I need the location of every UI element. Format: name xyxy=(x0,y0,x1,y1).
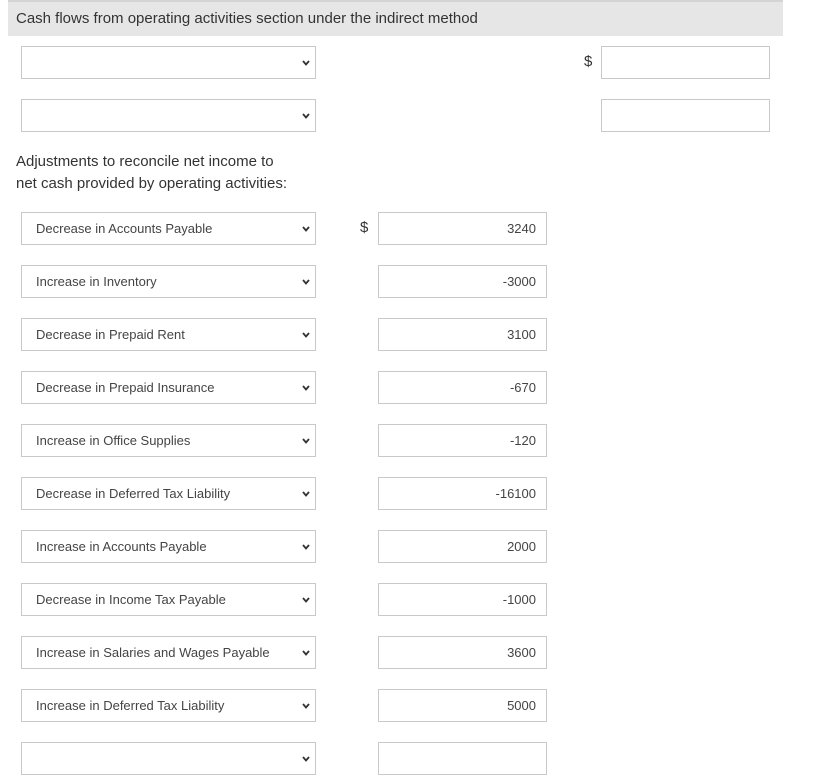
adjustment-amount-input[interactable] xyxy=(378,583,547,616)
adjustment-select[interactable] xyxy=(21,689,316,722)
adjustment-select[interactable] xyxy=(21,371,316,404)
currency-symbol: $ xyxy=(584,53,593,70)
adjustment-amount-value: -3000 xyxy=(502,274,536,289)
top-amount-1[interactable] xyxy=(601,46,770,79)
adjustment-amount-input[interactable] xyxy=(378,424,547,457)
chevron-down-icon xyxy=(301,754,311,764)
adjustment-select-value: Increase in Inventory xyxy=(36,274,157,289)
adjustment-amount-input[interactable] xyxy=(378,212,547,245)
adjustment-select-value: Increase in Office Supplies xyxy=(36,433,191,448)
adjustment-select-value: Decrease in Prepaid Insurance xyxy=(36,380,215,395)
adjustment-amount-value: -16100 xyxy=(495,486,536,501)
chevron-down-icon xyxy=(301,330,311,340)
adjustment-select-value: Increase in Deferred Tax Liability xyxy=(36,698,225,713)
chevron-down-icon xyxy=(301,701,311,711)
adjustment-select-value: Increase in Salaries and Wages Payable xyxy=(36,645,270,660)
section-header xyxy=(8,0,783,36)
top-select-2[interactable] xyxy=(21,99,316,132)
adjustment-amount-value: -670 xyxy=(509,380,536,395)
adjustments-label-line1: Adjustments to reconcile net income to xyxy=(16,153,274,170)
adjustment-select[interactable] xyxy=(21,636,316,669)
adjustment-amount-value: -120 xyxy=(509,433,536,448)
adjustment-select[interactable] xyxy=(21,742,316,775)
adjustments-label-line2: net cash provided by operating activities: xyxy=(16,175,287,192)
currency-symbol: $ xyxy=(360,219,369,236)
top-amount-2[interactable] xyxy=(601,99,770,132)
adjustments-label xyxy=(16,151,287,195)
chevron-down-icon xyxy=(301,489,311,499)
adjustment-amount-input[interactable] xyxy=(378,371,547,404)
adjustment-select[interactable] xyxy=(21,318,316,351)
chevron-down-icon xyxy=(301,58,311,68)
adjustment-amount-value: 3600 xyxy=(507,645,536,660)
chevron-down-icon xyxy=(301,595,311,605)
adjustment-amount-input[interactable] xyxy=(378,742,547,775)
adjustment-select-value: Decrease in Income Tax Payable xyxy=(36,592,226,607)
adjustment-amount-value: 3100 xyxy=(507,327,536,342)
section-title: Cash flows from operating activities section under the indirect method xyxy=(16,10,478,27)
adjustment-select-value: Decrease in Accounts Payable xyxy=(36,221,213,236)
adjustment-amount-value: 3240 xyxy=(507,221,536,236)
adjustment-amount-value: -1000 xyxy=(502,592,536,607)
adjustment-amount-input[interactable] xyxy=(378,689,547,722)
adjustment-amount-input[interactable] xyxy=(378,318,547,351)
chevron-down-icon xyxy=(301,277,311,287)
top-select-1[interactable] xyxy=(21,46,316,79)
chevron-down-icon xyxy=(301,224,311,234)
adjustment-select-value: Decrease in Deferred Tax Liability xyxy=(36,486,231,501)
adjustment-select[interactable] xyxy=(21,424,316,457)
adjustment-amount-input[interactable] xyxy=(378,530,547,563)
chevron-down-icon xyxy=(301,383,311,393)
chevron-down-icon xyxy=(301,648,311,658)
adjustment-select[interactable] xyxy=(21,265,316,298)
adjustment-amount-input[interactable] xyxy=(378,265,547,298)
adjustment-select[interactable] xyxy=(21,212,316,245)
adjustment-amount-input[interactable] xyxy=(378,636,547,669)
adjustment-select-value: Decrease in Prepaid Rent xyxy=(36,327,185,342)
adjustment-select-value: Increase in Accounts Payable xyxy=(36,539,207,554)
adjustment-amount-input[interactable] xyxy=(378,477,547,510)
adjustment-amount-value: 5000 xyxy=(507,698,536,713)
adjustment-select[interactable] xyxy=(21,477,316,510)
adjustment-select[interactable] xyxy=(21,530,316,563)
chevron-down-icon xyxy=(301,436,311,446)
adjustment-amount-value: 2000 xyxy=(507,539,536,554)
chevron-down-icon xyxy=(301,111,311,121)
adjustment-select[interactable] xyxy=(21,583,316,616)
chevron-down-icon xyxy=(301,542,311,552)
